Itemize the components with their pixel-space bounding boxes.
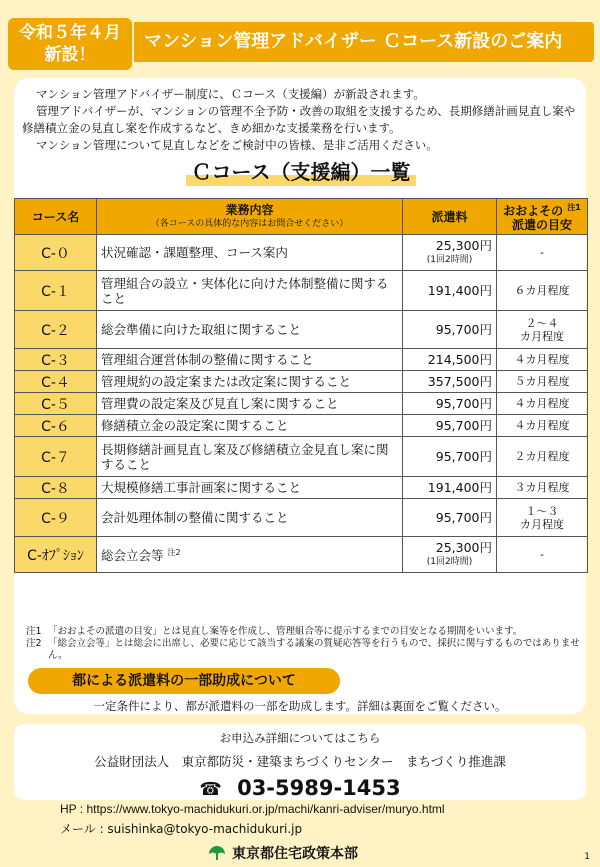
course-description-text: 管理規約の設定案または改定案に関すること (101, 374, 352, 389)
course-description (97, 235, 403, 271)
course-description (97, 499, 403, 537)
header-period-line2: 派遣の目安 (511, 218, 572, 232)
intro-paragraph: 管理アドバイザーが、マンションの管理不全予防・改善の取組を支援するため、長期修繕計画見直し案や修繕積立金の見直し案を作成するなど、きめ細かな支援業務を行います。 (22, 104, 576, 135)
contact-phone[interactable]: 03-5989-1453 (237, 776, 401, 800)
course-period-line1: ２～４ (525, 316, 559, 330)
course-description-text: 総会立会等 (101, 548, 164, 564)
section-title: Ｃコース（支援編）一覧 (186, 158, 416, 186)
course-description-text: 管理組合運営体制の整備に関すること (101, 352, 314, 367)
footnote-text: 「総会立会等」とは総会に出席し、必要に応じて該当する議案の質疑応答等を行うもので、採択に関与するものではありません。 (48, 638, 580, 661)
contact-box (14, 724, 586, 800)
course-fee-amount: 25,300円 (435, 539, 492, 555)
course-period (497, 271, 588, 311)
badge-line2: 新設！ (44, 45, 96, 65)
course-description-text: 管理費の設定案及び見直し案に関すること (101, 396, 339, 411)
header-period (497, 199, 588, 235)
table-row (15, 349, 588, 371)
course-period-line1: １～３ (525, 504, 559, 518)
table-row (15, 235, 588, 271)
course-description (97, 349, 403, 371)
table-row (15, 415, 588, 437)
contact-phone-row[interactable] (14, 776, 586, 800)
course-period (497, 415, 588, 437)
table-row (15, 271, 588, 311)
course-fee-amount: 95,700円 (435, 395, 492, 411)
course-fee (403, 437, 497, 477)
phone-icon: ☎ (199, 779, 222, 800)
course-code: C-ｵﾌﾟｼｮﾝ (15, 537, 97, 573)
course-fee-amount: 95,700円 (435, 321, 492, 337)
footer-org-name: 東京都住宅政策本部 (232, 846, 358, 862)
homepage-link[interactable]: HP : https://www.tokyo-machidukuri.or.jp/machi/kanri-adviser/muryo.html (60, 802, 445, 816)
course-code: C-９ (15, 499, 97, 537)
course-fee-unit: (1回2時間) (426, 556, 473, 567)
email-link[interactable]: メール : suishinka@tokyo-machidukuri.jp (60, 822, 303, 836)
course-fee (403, 311, 497, 349)
course-period-line1: ３カ月程度 (514, 481, 570, 494)
course-table (14, 198, 588, 573)
course-period-line1: ２カ月程度 (514, 450, 570, 463)
footnote-label: 注2 (26, 638, 42, 649)
course-fee (403, 235, 497, 271)
page-number: 1 (584, 852, 590, 862)
course-description (97, 477, 403, 499)
course-description (97, 271, 403, 311)
course-description-text: 総会準備に向けた取組に関すること (101, 322, 302, 337)
course-period-line1: ４カ月程度 (514, 397, 570, 410)
course-description-text: 管理組合の設立・実体化に向けた体制整備に関すること (101, 275, 389, 306)
course-fee-amount: 25,300円 (435, 237, 492, 253)
course-fee-amount: 95,700円 (435, 417, 492, 433)
course-period (497, 349, 588, 371)
header (0, 0, 600, 76)
course-description (97, 393, 403, 415)
course-code: C-７ (15, 437, 97, 477)
course-description-text: 長期修繕計画見直し案及び修繕積立金見直し案に関すること (101, 441, 389, 472)
course-description (97, 415, 403, 437)
table-row (15, 437, 588, 477)
course-code: C-１ (15, 271, 97, 311)
course-code: C-６ (15, 415, 97, 437)
course-code: C-５ (15, 393, 97, 415)
footnotes (26, 626, 586, 662)
footnote-label: 注1 (26, 626, 42, 637)
course-fee (403, 271, 497, 311)
course-code: C-３ (15, 349, 97, 371)
intro-paragraph: マンション管理アドバイザー制度に、Ｃコース（支援編）が新設されます。 (36, 87, 425, 101)
course-code: C-２ (15, 311, 97, 349)
course-period-line1: ５カ月程度 (514, 375, 570, 388)
course-fee-amount: 214,500円 (427, 351, 492, 367)
intro-text (22, 86, 578, 154)
course-description (97, 537, 403, 573)
table-row (15, 311, 588, 349)
header-fee: 派遣料 (403, 199, 497, 235)
tokyo-logo-icon (208, 845, 226, 861)
course-period-line1: ６カ月程度 (514, 284, 570, 297)
contact-line1: お申込み詳細についてはこちら (219, 731, 381, 745)
contact-org: 公益財団法人 東京都防災・建築まちづくりセンター まちづくり推進課 (94, 754, 506, 769)
header-period-line1: おおよその (503, 204, 564, 218)
course-period-line1: - (540, 548, 544, 561)
course-period-line1: - (540, 246, 544, 259)
course-period (497, 499, 588, 537)
page-title: マンション管理アドバイザー Ｃコース新設のご案内 (134, 22, 594, 62)
subsidy-text: 一定条件により、都が派遣料の一部を助成します。詳細は裏面をご覧ください。 (93, 699, 507, 713)
table-row (15, 499, 588, 537)
course-description (97, 437, 403, 477)
table-row (15, 371, 588, 393)
course-period (497, 311, 588, 349)
header-desc-sub: （各コースの具体的な内容はお問合せください） (150, 218, 349, 229)
course-code: C-４ (15, 371, 97, 393)
course-period-line2: カ月程度 (520, 517, 564, 531)
course-description-text: 大規模修繕工事計画案に関すること (101, 480, 302, 495)
header-period-note: 注1 (567, 203, 581, 212)
header-desc-label: 業務内容 (225, 202, 274, 217)
badge-line1: 令和５年４月 (19, 23, 121, 43)
course-fee-unit: (1回2時間) (426, 254, 473, 265)
course-period (497, 371, 588, 393)
course-period (497, 537, 588, 573)
course-description-text: 修繕積立金の設定案に関すること (101, 418, 289, 433)
header-code: コース名 (15, 199, 97, 235)
course-description (97, 371, 403, 393)
course-fee-amount: 95,700円 (435, 448, 492, 464)
course-fee (403, 371, 497, 393)
course-fee (403, 349, 497, 371)
course-fee-amount: 95,700円 (435, 509, 492, 525)
course-fee (403, 415, 497, 437)
course-code: C-８ (15, 477, 97, 499)
course-fee (403, 477, 497, 499)
course-description-note: 注2 (167, 548, 181, 558)
footnote-text: 「おおよその派遣の目安」とは見直し案等を作成し、管理組合等に提示するまでの目安となる期間をいいます。 (48, 626, 523, 637)
course-description (97, 311, 403, 349)
footnote (26, 626, 586, 638)
course-period-line1: ４カ月程度 (514, 353, 570, 366)
course-period (497, 437, 588, 477)
course-period-line2: カ月程度 (520, 329, 564, 343)
course-fee-amount: 191,400円 (427, 479, 492, 495)
table-row (15, 537, 588, 573)
intro-paragraph: マンション管理について見直しなどをご検討中の皆様、是非ご活用ください。 (36, 138, 438, 152)
course-description-text: 状況確認・課題整理、コース案内 (101, 245, 288, 260)
course-fee (403, 393, 497, 415)
course-description-text: 会計処理体制の整備に関すること (101, 510, 289, 525)
footnote (26, 638, 586, 662)
course-fee (403, 499, 497, 537)
footer-org (208, 843, 358, 863)
new-badge (8, 18, 132, 70)
subsidy-title: 都による派遣料の一部助成について (28, 668, 340, 694)
table-header-row (15, 199, 588, 235)
table-row (15, 393, 588, 415)
course-period (497, 235, 588, 271)
course-code: C-０ (15, 235, 97, 271)
course-fee (403, 537, 497, 573)
course-fee-amount: 191,400円 (427, 282, 492, 298)
course-period (497, 477, 588, 499)
course-period-line1: ４カ月程度 (514, 419, 570, 432)
header-desc (97, 199, 403, 235)
course-period (497, 393, 588, 415)
course-fee-amount: 357,500円 (427, 373, 492, 389)
table-row (15, 477, 588, 499)
